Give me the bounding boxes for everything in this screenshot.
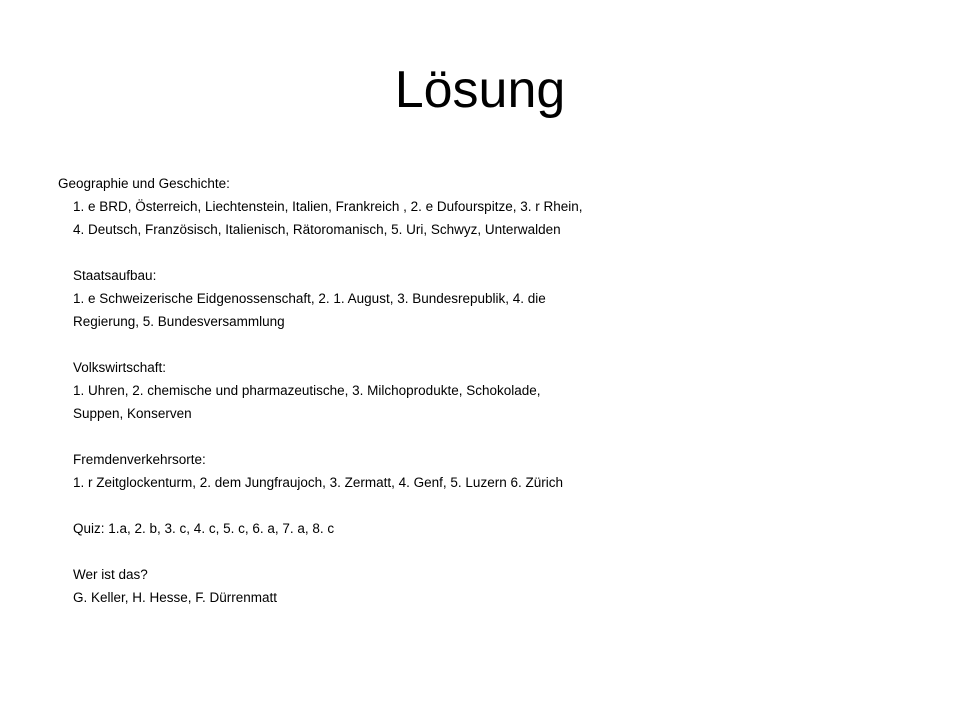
answer-line: 1. e Schweizerische Eidgenossenschaft, 2. 1. August, 3. Bundesrepublik, 4. die <box>73 291 546 306</box>
quiz-answers: Quiz: 1.a, 2. b, 3. c, 4. c, 5. c, 6. a, 7. a, 8. c <box>73 521 335 536</box>
section-heading-wer-ist-das: Wer ist das? <box>73 567 148 582</box>
spacer <box>58 333 918 356</box>
spacer <box>58 494 918 517</box>
answer-line: Suppen, Konserven <box>73 406 192 421</box>
answer-line: 1. e BRD, Österreich, Liechtenstein, Italien, Frankreich , 2. e Dufourspitze, 3. r Rhein, <box>73 199 583 214</box>
slide-title: Lösung <box>394 61 566 119</box>
answer-line: 1. Uhren, 2. chemische und pharmazeutische, 3. Milchoprodukte, Schokolade, <box>73 383 541 398</box>
section-heading-fremdenverkehrsorte: Fremdenverkehrsorte: <box>73 452 206 467</box>
section-heading-geographie: Geographie und Geschichte: <box>58 176 230 191</box>
spacer <box>58 540 918 563</box>
section-heading-staatsaufbau: Staatsaufbau: <box>73 268 157 283</box>
slide-content <box>58 172 918 609</box>
answer-line: G. Keller, H. Hesse, F. Dürrenmatt <box>73 590 278 605</box>
answer-line: 1. r Zeitglockenturm, 2. dem Jungfraujoch, 3. Zermatt, 4. Genf, 5. Luzern 6. Zürich <box>73 475 563 490</box>
answer-line: 4. Deutsch, Französisch, Italienisch, Rätoromanisch, 5. Uri, Schwyz, Unterwalden <box>73 222 561 237</box>
answer-line: Regierung, 5. Bundesversammlung <box>73 314 285 329</box>
spacer <box>58 241 918 264</box>
spacer <box>58 425 918 448</box>
section-heading-volkswirtschaft: Volkswirtschaft: <box>73 360 167 375</box>
